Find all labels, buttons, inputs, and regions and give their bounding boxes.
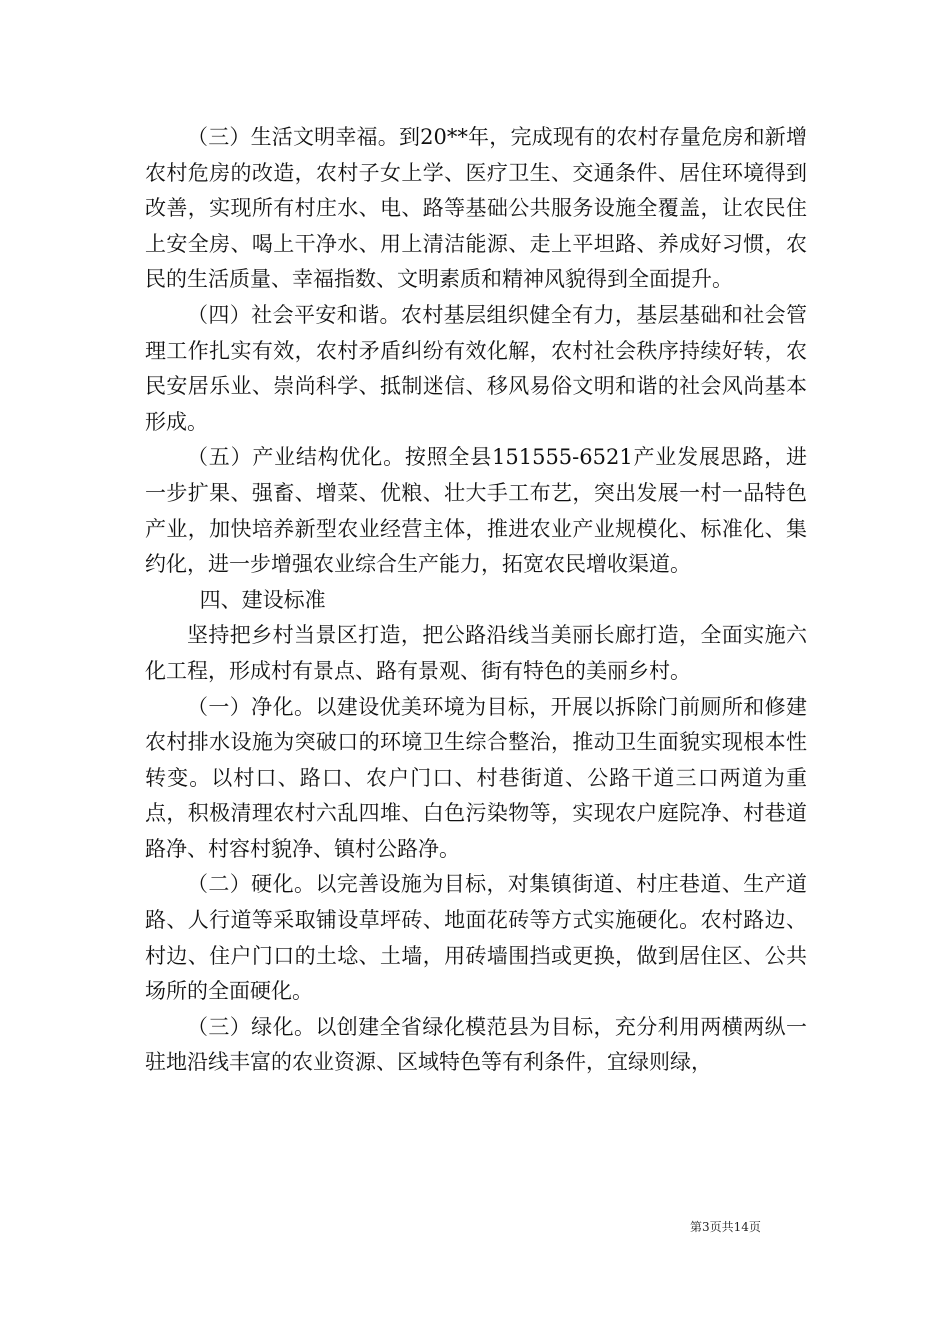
paragraph-living-civilization: （三）生活文明幸福。到20**年，完成现有的农村存量危房和新增农村危房的改造，农村子女上学、医疗卫生、交通条件、居住环境得到改善，实现所有村庄水、电、路等基础公共服务设施全覆盖，让农民住上安全房、喝上干净水、用上清洁能源、走上平坦路、养成好习惯，农民的生活质量、幸福指数、文明素质和精神风貌得到全面提升。 — [145, 125, 807, 292]
page-number-footer: 第3页共14页 — [690, 1220, 761, 1234]
paragraph-greening: （三）绿化。以创建全省绿化模范县为目标，充分利用两横两纵一驻地沿线丰富的农业资源、区域特色等有利条件，宜绿则绿， — [145, 1014, 807, 1075]
document-body — [145, 120, 807, 1081]
paragraph-industry-structure: （五）产业结构优化。按照全县151555-6521产业发展思路，进一步扩果、强畜、增菜、优粮、壮大手工布艺，突出发展一村一品特色产业，加快培养新型农业经营主体，推进农业产业规模化、标准化、集约化，进一步增强农业综合生产能力，拓宽农民增收渠道。 — [145, 445, 807, 577]
paragraph-social-harmony: （四）社会平安和谐。农村基层组织健全有力，基层基础和社会管理工作扎实有效，农村矛盾纠纷有效化解，农村社会秩序持续好转，农民安居乐业、崇尚科学、抵制迷信、移风易俗文明和谐的社会风尚基本形成。 — [145, 302, 807, 434]
paragraph-construction-overview: 坚持把乡村当景区打造，把公路沿线当美丽长廊打造，全面实施六化工程，形成村有景点、路有景观、街有特色的美丽乡村。 — [145, 623, 807, 683]
paragraph-hardening: （二）硬化。以完善设施为目标，对集镇街道、村庄巷道、生产道路、人行道等采取铺设草坪砖、地面花砖等方式实施硬化。农村路边、村边、住户门口的土埝、土墙，用砖墙围挡或更换，做到居住区、公共场所的全面硬化。 — [145, 872, 807, 1004]
section-heading-construction-standards: 四、建设标准 — [199, 587, 326, 612]
paragraph-purification: （一）净化。以建设优美环境为目标，开展以拆除门前厕所和修建农村排水设施为突破口的环境卫生综合整治，推动卫生面貌实现根本性转变。以村口、路口、农户门口、村巷街道、公路干道三口两道为重点，积极清理农村六乱四堆、白色污染物等，实现农户庭院净、村巷道路净、村容村貌净、镇村公路净。 — [145, 694, 807, 861]
